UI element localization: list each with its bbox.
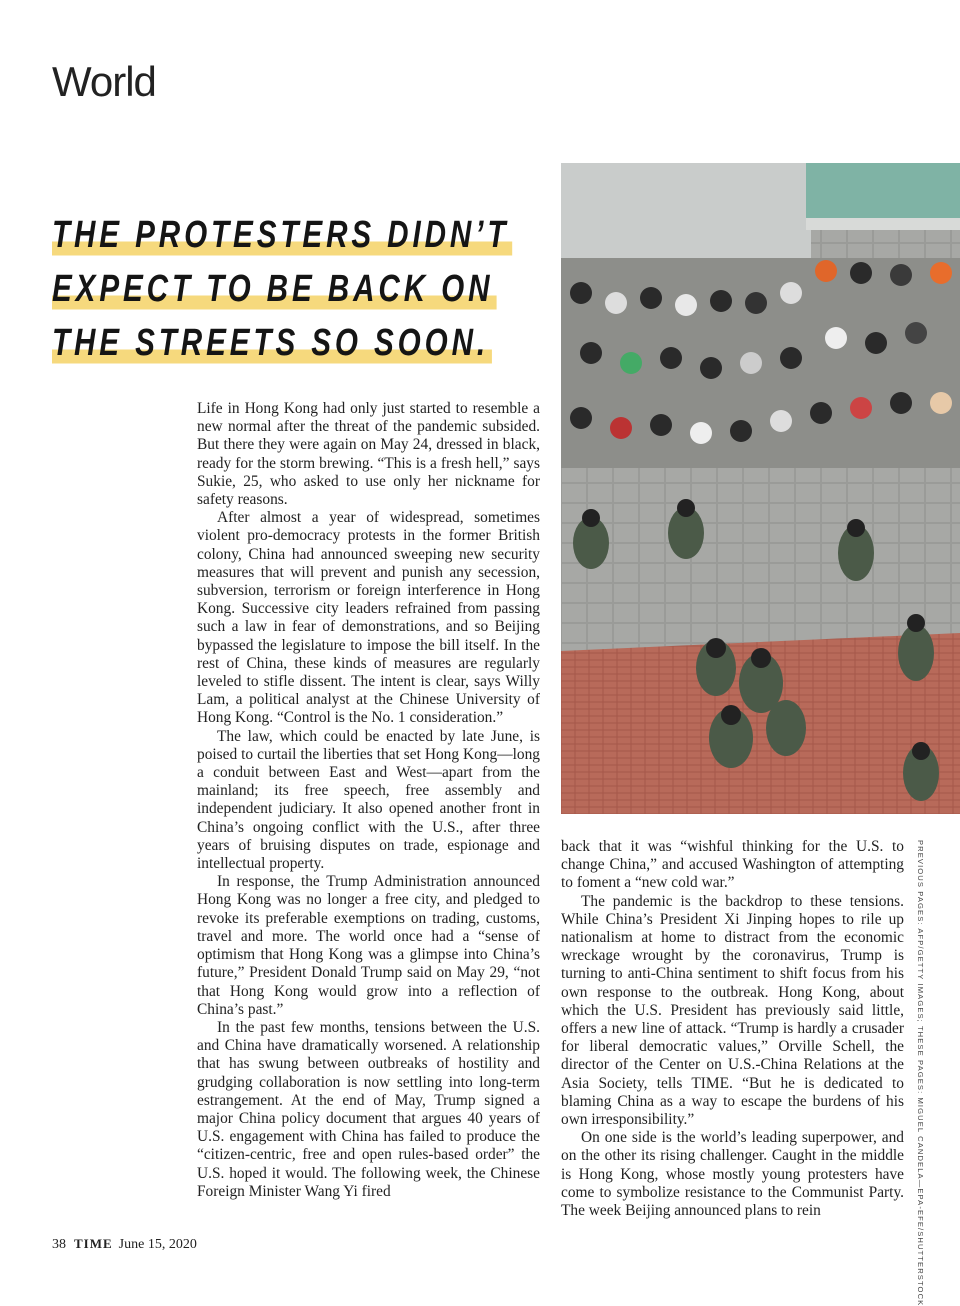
article-paragraph: back that it was “wishful thinking for the U.S. to change China,” and accused Washington of attempting to foment a “new cold war.” [561, 838, 904, 892]
section-title: World [52, 58, 156, 105]
article-paragraph: On one side is the world’s leading superpower, and on the other its rising challenger. Caught in the middle is Hong Kong, whose mostly young protesters have come to symbolize resistance to the Communist Party. The week Beijing announced plans to rein [561, 1129, 904, 1220]
article-paragraph: In the past few months, tensions between the U.S. and China have dramatically worsened. A relationship that has swung between outbreaks of hostility and grudging collaboration is now settling into long-term estrangement. At the end of May, Trump signed a major China policy document that argues 40 years of U.S. engagement with China has failed to produce the “citizen-centric, free and open rules-based order” the U.S. hoped it would. The following week, the Chinese Foreign Minister Wang Yi fired [197, 1018, 540, 1200]
page-number: 38 [52, 1237, 66, 1252]
article-paragraph: The pandemic is the backdrop to these tensions. While China’s President Xi Jinping hopes to rile up nationalism at home to distract from the economic wreckage wrought by the coronavirus, Trump is turning to anti-China sentiment to shift focus from his own response to the outbreak. Hong Kong, about which the U.S. President has previously said little, offers a new line of attack. “Trump is hardly a crusader for liberal democratic values,” Orville Schell, the director of the Center on U.S.-China Relations at the Asia Society, tells TIME. “But he is dedicated to blaming China as a way to escape the burdens of his own irresponsibility.” [561, 892, 904, 1129]
magazine-name: TIME [74, 1236, 113, 1251]
photo-illustration [561, 163, 960, 814]
headline-line: EXPECT TO BE BACK ON [52, 262, 497, 316]
headline [52, 208, 512, 370]
page-footer [52, 1236, 197, 1253]
article-column-right [561, 838, 904, 1220]
headline-line: THE STREETS SO SOON. [52, 316, 492, 370]
article-paragraph: Life in Hong Kong had only just started to resemble a new normal after the threat of the pandemic subsided. But there they were again on May 24, dressed in black, ready for the storm brewing. “This is a fresh hell,” says Sukie, 25, who asked to use only her nickname for safety reasons. [197, 400, 540, 509]
article-paragraph: In response, the Trump Administration announced Hong Kong was no longer a free city, and pledged to revoke its preferable exemptions on trading, customs, travel and more. The world once had a “sense of optimism that Hong Kong was a glimpse into China’s future,” President Donald Trump said on May 29, “not that Hong Kong would grow into a reflection of China’s past.” [197, 873, 540, 1018]
photo-credit: PREVIOUS PAGES: AFP/GETTY IMAGES; THESE PAGES: MIGUEL CANDELA—EPA-EFE/SHUTTERSTOCK [916, 840, 925, 1306]
headline-line: THE PROTESTERS DIDN’T [52, 208, 512, 262]
protest-photo [561, 163, 960, 814]
issue-date: June 15, 2020 [118, 1237, 197, 1252]
article-paragraph: The law, which could be enacted by late June, is poised to curtail the liberties that set Hong Kong—long a conduit between East and West—apart from the mainland; its free speech, free assembly and independent judiciary. It also opened another front in China’s ongoing conflict with the U.S., after three years of bruising disputes on trade, espionage and intellectual property. [197, 727, 540, 873]
article-paragraph: After almost a year of widespread, sometimes violent pro-democracy protests in the former British colony, China had announced sweeping new security measures that will prevent and punish any secession, subversion, terrorism or foreign interference in Hong Kong. Successive city leaders refrained from passing such a law in fear of demonstrations, and so Beijing bypassed the legislature to impose the bill itself. In the rest of China, these kinds of measures are regularly leveled to stifle dissent. The intent is clear, says Willy Lam, a political analyst at the Chinese University of Hong Kong. “Control is the No. 1 consideration.” [197, 509, 540, 727]
article-column-left [197, 400, 540, 1201]
